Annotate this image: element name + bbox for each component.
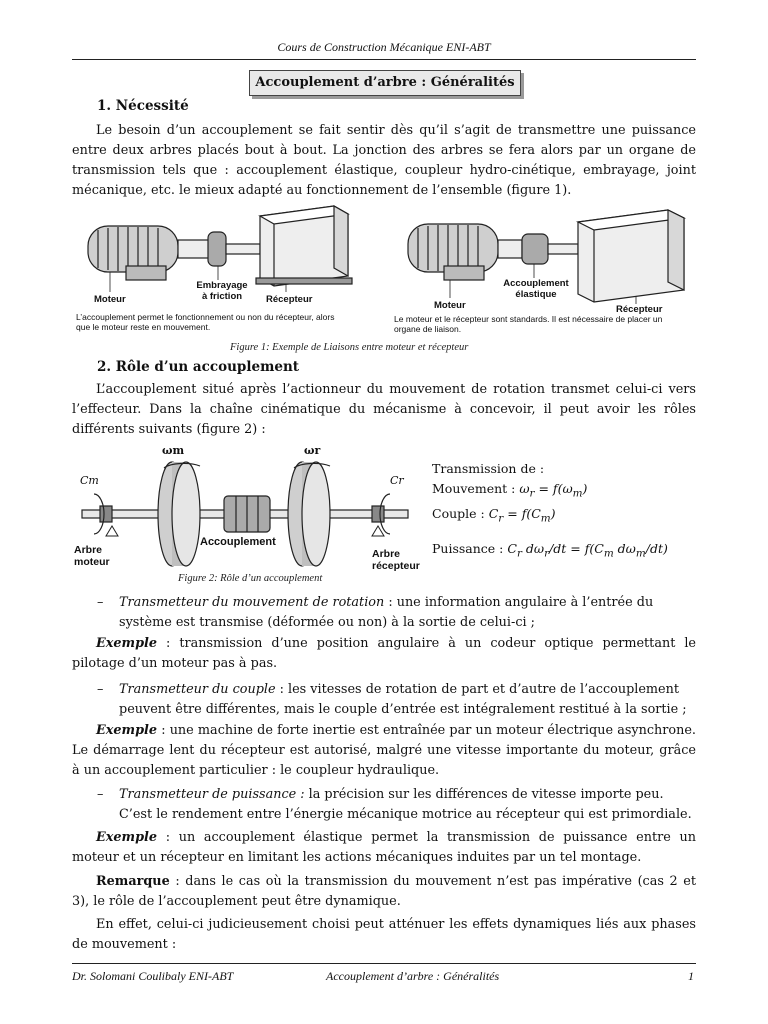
bullet-dash: – xyxy=(97,787,104,802)
bullet-puissance xyxy=(97,785,696,825)
bullet-rest: la précision sur les différences de vitesse importe peu. xyxy=(304,787,664,802)
note-line: L’accouplement permet le fonctionnement ou non du récepteur, alors xyxy=(76,312,335,322)
label-line: moteur xyxy=(74,556,110,568)
label-accouplement-elastique xyxy=(496,278,576,300)
label-embrayage-line2: à friction xyxy=(201,291,243,302)
equation-formula: $C_r = f(C_m)$ xyxy=(488,506,556,525)
label-moteur-right: Moteur xyxy=(434,300,466,311)
example-1 xyxy=(72,634,696,674)
label-line: Arbre xyxy=(372,548,401,560)
bullet-line: système est transmise (déformée ou non) à la sortie de celui-ci ; xyxy=(119,615,535,630)
text-line: L’accouplement situé après l’actionneur du mouvement de rotation transmet celui-ci vers xyxy=(96,382,696,397)
running-header: Cours de Construction Mécanique ENI-ABT xyxy=(277,40,491,54)
label-arbre-recepteur xyxy=(372,548,420,572)
example-3 xyxy=(72,828,696,868)
label-line: récepteur xyxy=(372,560,420,572)
text-line: l’effecteur. Dans la chaîne cinématique du mécanisme à concevoir, il peut avoir les rôles xyxy=(72,402,696,417)
text-line: de mouvement : xyxy=(72,937,177,952)
section2-paragraph xyxy=(72,380,696,440)
equation-formula: $C_r$ $d\omega_r/dt = f(C_m$ $d\omega_m/dt$) xyxy=(507,541,668,560)
text-line: En effet, celui-ci judicieusement choisi peut atténuer les effets dynamiques liés aux phases xyxy=(96,917,696,932)
remarque-text: : dans le cas où la transmission du mouvement n’est pas impérative (cas 2 et xyxy=(169,874,696,889)
equation-couple xyxy=(432,506,556,525)
section-heading-necessite: 1. Nécessité xyxy=(97,98,189,114)
label-line: Arbre xyxy=(74,544,103,556)
text-line: transmission tels que : accouplement élastique, coupleur hydro-cinétique, embrayage, joint xyxy=(72,163,696,178)
text-line: moteur et un récepteur en limitant les actions mécaniques induites par un tel montage. xyxy=(72,850,642,865)
equation-puissance xyxy=(432,541,668,560)
label-moteur-left: Moteur xyxy=(94,294,126,305)
label-cm: Cm xyxy=(80,474,99,487)
label-recepteur-left: Récepteur xyxy=(266,294,313,305)
left-motor-drawing xyxy=(88,226,260,280)
right-motor-drawing xyxy=(408,224,578,280)
text-line: Le démarrage lent du récepteur est autorisé, malgré une vitesse importante du moteur, grâce xyxy=(72,743,696,758)
example-text: : un accouplement élastique permet la transmission de puissance entre un xyxy=(157,830,696,845)
remarque-label: Remarque xyxy=(96,874,170,889)
label-embrayage xyxy=(194,280,250,302)
transmission-title: Transmission de : xyxy=(432,461,545,476)
equation-formula: $\omega_r = f(\omega_m)$ xyxy=(519,481,588,500)
figure-1-caption: Figure 1: Exemple de Liaisons entre moteur et récepteur xyxy=(230,342,469,353)
closing-paragraph xyxy=(72,915,696,955)
bullet-line: C’est le rendement entre l’énergie mécanique motrice au récepteur qui est primordiale. xyxy=(119,807,692,822)
footer-rule xyxy=(72,963,696,964)
header-rule xyxy=(72,59,696,60)
figure-2 xyxy=(72,444,418,590)
bullet-couple xyxy=(97,680,696,720)
label-arbre-moteur xyxy=(74,544,110,568)
example-label: Exemple xyxy=(96,830,158,845)
example-label: Exemple xyxy=(96,636,158,651)
note-line: Le moteur et le récepteur sont standards. Il est nécessaire de placer un xyxy=(394,314,663,324)
bullet-text xyxy=(119,593,696,633)
bullet-rotation xyxy=(97,593,696,633)
label-omega-m: ωm xyxy=(162,444,185,457)
bullet-term: Transmetteur du couple xyxy=(119,682,276,697)
footer-author: Dr. Solomani Coulibaly ENI-ABT xyxy=(72,969,234,983)
bullet-rest: : les vitesses de rotation de part et d’autre de l’accouplement xyxy=(275,682,680,697)
text-line: différents suivants (figure 2) : xyxy=(72,422,266,437)
example-text: : transmission d’une position angulaire à un codeur optique permettant le xyxy=(157,636,696,651)
bullet-text xyxy=(119,680,696,720)
remarque xyxy=(72,872,696,912)
right-receiver-drawing xyxy=(578,210,684,302)
label-recepteur-right: Récepteur xyxy=(616,304,663,315)
text-line: 3), le rôle de l’accouplement peut être dynamique. xyxy=(72,894,401,909)
equation-mouvement xyxy=(432,481,587,500)
text-line: Le besoin d’un accouplement se fait sentir dès qu’il s’agit de transmettre une puissance xyxy=(96,123,696,138)
section1-paragraph xyxy=(72,121,696,201)
label-embrayage-line1: Embrayage xyxy=(196,280,248,291)
note-line: que le moteur reste en mouvement. xyxy=(76,322,211,332)
text-line: pilotage d’un moteur pas à pas. xyxy=(72,656,278,671)
bullet-text xyxy=(119,785,696,825)
page-number: 1 xyxy=(688,969,694,983)
example-text: : une machine de forte inertie est entraînée par un moteur électrique asynchrone. xyxy=(157,723,696,738)
equation-label: Mouvement : xyxy=(432,481,516,496)
text-line: mécanique, etc. le mieux adapté au fonctionnement de l’ensemble (figure 1). xyxy=(72,183,572,198)
example-2 xyxy=(72,721,696,781)
bullet-rest: : une information angulaire à l’entrée du xyxy=(384,595,654,610)
bullet-line: peuvent être différentes, mais le couple d’entrée est intégralement restitué à la sortie ; xyxy=(119,702,687,717)
equation-label: Couple : xyxy=(432,506,485,521)
figure-2-illustration xyxy=(72,444,418,590)
footer-title: Accouplement d’arbre : Généralités xyxy=(326,969,500,983)
example-label: Exemple xyxy=(96,723,158,738)
figure-1 xyxy=(76,204,696,344)
figure-1-right-note xyxy=(394,314,694,334)
page-title: Accouplement d’arbre : Généralités xyxy=(249,70,521,96)
section-heading-role: 2. Rôle d’un accouplement xyxy=(97,359,299,375)
equation-label: Puissance : xyxy=(432,541,504,556)
text-line: à un accouplement particulier : le coupleur hydraulique. xyxy=(72,763,440,778)
bullet-term: Transmetteur de puissance : xyxy=(119,787,305,802)
bullet-term: Transmetteur du mouvement de rotation xyxy=(119,595,385,610)
text-line: entre deux arbres placés bout à bout. La jonction des arbres se fera alors par un organe de xyxy=(72,143,696,158)
label-accouplement-line2: élastique xyxy=(515,289,557,300)
figure-1-left-note xyxy=(76,312,386,332)
label-omega-r: ωr xyxy=(304,444,321,457)
bullet-dash: – xyxy=(97,682,104,697)
note-line: organe de liaison. xyxy=(394,324,462,334)
label-accouplement: Accouplement xyxy=(200,536,276,548)
left-receiver-drawing xyxy=(256,206,352,286)
label-cr: Cr xyxy=(390,474,404,487)
label-accouplement-line1: Accouplement xyxy=(503,278,569,289)
figure-2-caption: Figure 2: Rôle d’un accouplement xyxy=(178,573,323,584)
bullet-dash: – xyxy=(97,595,104,610)
